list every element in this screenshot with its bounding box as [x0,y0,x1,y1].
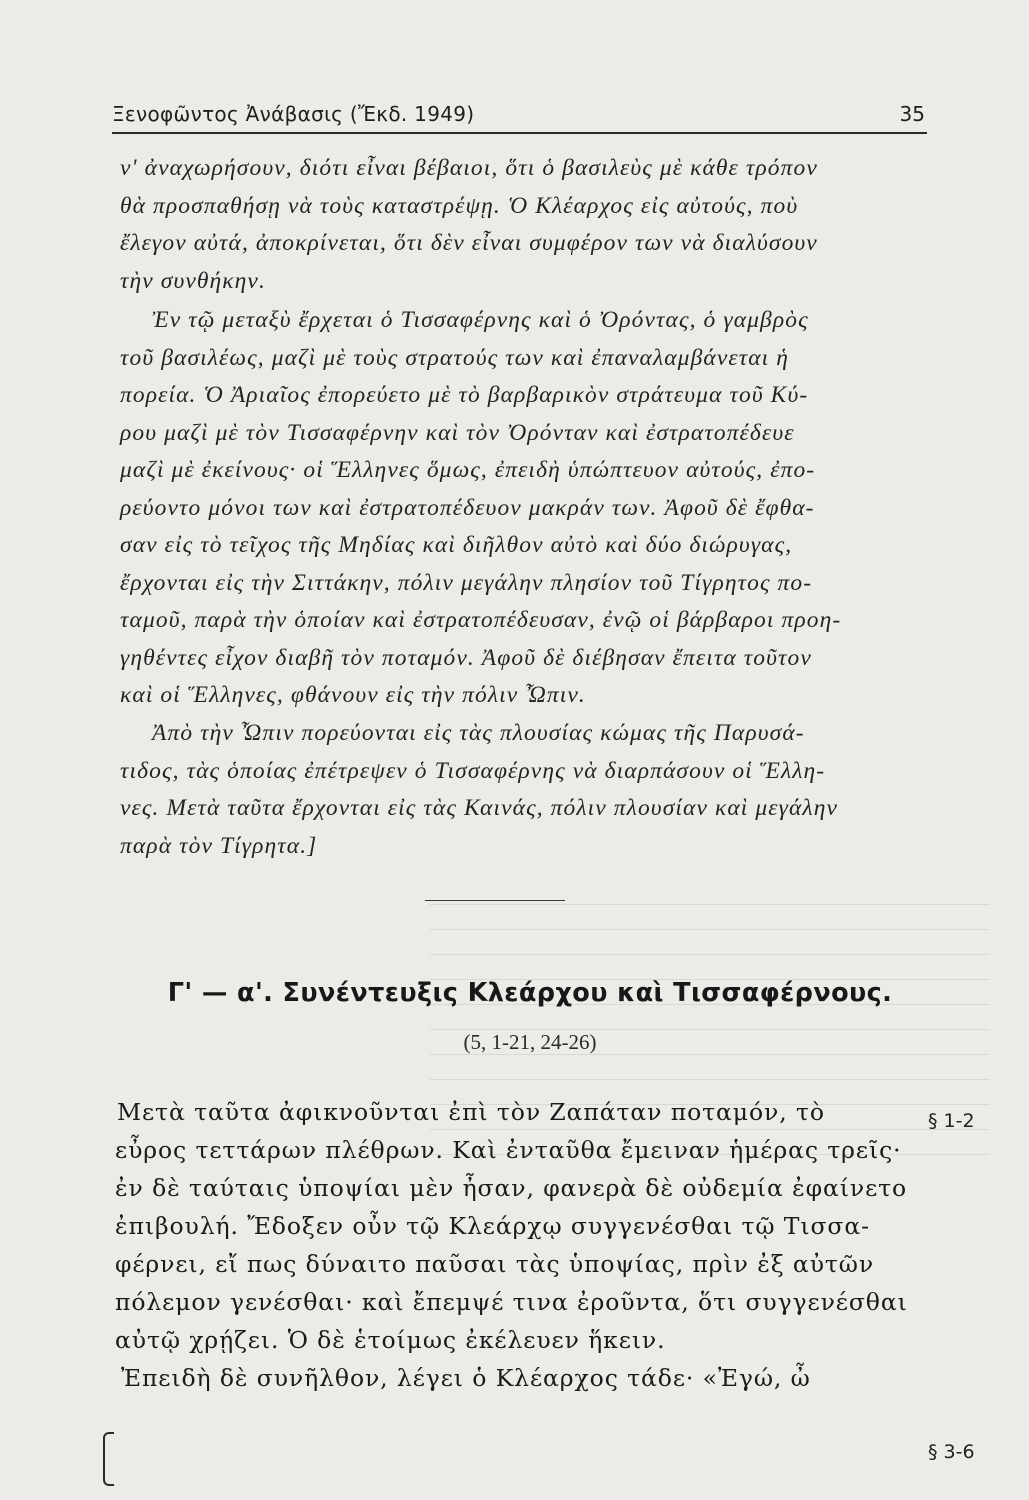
translation-paragraph-2 [120,302,932,715]
text-line: θὰ προσπαθήσῃ νὰ τοὺς καταστρέψῃ. Ὁ Κλέαρχος εἰς αὐτούς, ποὺ [120,192,799,219]
text-line: ἔρχονται εἰς τὴν Σιττάκην, πόλιν μεγάλην πλησίον τοῦ Τίγρητος πο- [120,569,813,596]
text-line: καὶ οἱ Ἕλληνες, φθάνουν εἰς τὴν πόλιν Ὦπιν. [120,682,586,708]
text-line: γηθέντες εἶχον διαβῆ τὸν ποταμόν. Ἀφοῦ δὲ διέβησαν ἔπειτα τοῦτον [120,644,812,671]
text-line: παρὰ τὸν Τίγρητα.] [120,832,318,859]
text-line: φέρνει, εἴ πως δύναιτο παῦσαι τὰς ὑποψίας, πρὶν ἐξ αὐτῶν [115,1250,875,1278]
running-head [112,98,927,134]
text-line: ν' ἀναχωρήσουν, διότι εἶναι βέβαιοι, ὅτι ὁ βασιλεὺς μὲ κάθε τρόπον [120,155,818,181]
text-line: Μετὰ ταῦτα ἀφικνοῦνται ἐπὶ τὸν Ζαπάταν ποταμόν, τὸ [117,1098,825,1126]
translation-paragraph-1 [120,150,932,300]
text-line: τιδος, τὰς ὁποίας ἐπέτρεψεν ὁ Τισσαφέρνης νὰ διαρπάσουν οἱ Ἕλλη- [120,757,826,784]
text-line: Ἀπὸ τὴν Ὦπιν πορεύονται εἰς τὰς πλουσίας κώμας τῆς Παρυσά- [152,720,805,746]
text-line: εὖρος τεττάρων πλέθρων. Καὶ ἐνταῦθα ἔμειναν ἡμέρας τρεῖς· [115,1136,902,1164]
text-line: ἐπιβουλή. Ἔδοξεν οὖν τῷ Κλεάρχῳ συγγενέσθαι τῷ Τισσα- [115,1212,870,1240]
translation-paragraph-3 [120,715,932,865]
text-line: πορεία. Ὁ Ἀριαῖος ἐπορεύετο μὲ τὸ βαρβαρικὸν στράτευμα τοῦ Κύ- [120,382,809,408]
text-line: νες. Μετὰ ταῦτα ἔρχονται εἰς τὰς Καινάς, πόλιν πλουσίαν καὶ μεγάλην [120,795,838,821]
page-number: 35 [899,102,925,126]
text-line: μαζὶ μὲ ἐκείνους· οἱ Ἕλληνες ὅμως, ἐπειδὴ ὑπώπτευον αὐτούς, ἐπο- [120,457,816,483]
running-head-title: Ξενοφῶντος Ἀνάβασις (Ἔκδ. 1949) [112,102,475,126]
text-line: τὴν συνθήκην. [120,267,266,294]
margin-section-ref-3-6: § 3-6 [928,1441,975,1463]
text-line: τοῦ βασιλέως, μαζὶ μὲ τοὺς στρατούς των καὶ ἐπαναλαμβάνεται ἡ [120,344,790,371]
margin-section-ref-1-2: § 1-2 [928,1110,975,1132]
pencil-bracket-mark [103,1432,114,1486]
text-line: ταμοῦ, παρὰ τὴν ὁποίαν καὶ ἐστρατοπέδευσαν, ἐνῷ οἱ βάρβαροι προη- [120,607,842,633]
text-line: Ἐπειδὴ δὲ συνῆλθον, λέγει ὁ Κλέαρχος τάδε· «Ἐγώ, ὦ [121,1364,811,1392]
ancient-greek-text [115,1093,945,1397]
text-line: ρεύοντο μόνοι των καὶ ἐστρατοπέδευον μακράν των. Ἀφοῦ δὲ ἔφθα- [120,494,815,521]
text-line: ρου μαζὶ μὲ τὸν Τισσαφέρνην καὶ τὸν Ὀρόνταν καὶ ἐστρατοπέδευε [120,419,795,446]
text-line: ἐν δὲ ταύταις ὑποψίαι μὲν ἦσαν, φανερὰ δὲ οὐδεμία ἐφαίνετο [115,1174,908,1202]
section-reference: (5, 1-21, 24-26) [463,1030,597,1054]
text-line: ἔλεγον αὐτά, ἀποκρίνεται, ὅτι δὲν εἶναι συμφέρον των νὰ διαλύσουν [120,230,818,256]
text-line: αὐτῷ χρῄζει. Ὁ δὲ ἑτοίμως ἐκέλευεν ἥκειν. [115,1326,666,1354]
section-heading: Γ' — α'. Συνέντευξις Κλεάρχου καὶ Τισσαφέρνους. [167,978,893,1008]
text-line: σαν εἰς τὸ τεῖχος τῆς Μηδίας καὶ διῆλθον αὐτὸ καὶ δύο διώρυγας, [120,532,793,558]
text-line: Ἐν τῷ μεταξὺ ἔρχεται ὁ Τισσαφέρνης καὶ ὁ Ὀρόντας, ὁ γαμβρὸς [152,307,809,333]
text-line: πόλεμον γενέσθαι· καὶ ἔπεμψέ τινα ἐροῦντα, ὅτι συγγενέσθαι [115,1288,908,1316]
section-separator-rule [425,900,565,901]
